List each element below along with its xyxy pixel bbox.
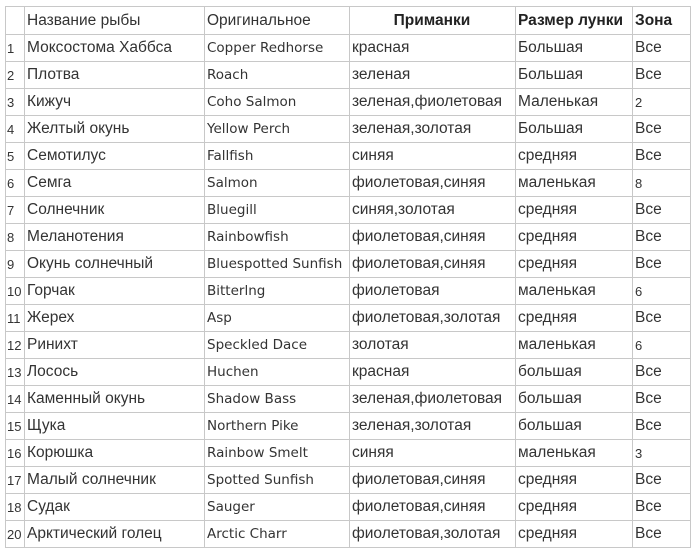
cell-original: Speckled Dace — [205, 332, 350, 359]
cell-zone: Все — [633, 494, 691, 521]
table-row — [6, 170, 691, 197]
table-row — [6, 305, 691, 332]
cell-bait: зеленая,золотая — [350, 116, 516, 143]
cell-bait: зеленая,золотая — [350, 413, 516, 440]
cell-original: Roach — [205, 62, 350, 89]
table-row — [6, 197, 691, 224]
cell-num: 18 — [6, 494, 25, 521]
cell-zone: Все — [633, 386, 691, 413]
cell-bait: зеленая,фиолетовая — [350, 386, 516, 413]
cell-hole-size: большая — [516, 386, 633, 413]
cell-bait: фиолетовая,синяя — [350, 467, 516, 494]
cell-bait: золотая — [350, 332, 516, 359]
cell-hole-size: маленькая — [516, 278, 633, 305]
cell-zone: Все — [633, 224, 691, 251]
cell-num: 7 — [6, 197, 25, 224]
cell-zone: 2 — [633, 89, 691, 116]
cell-zone: Все — [633, 521, 691, 548]
cell-name-ru: Малый солнечник — [25, 467, 205, 494]
cell-original: Northern Pike — [205, 413, 350, 440]
cell-original: Sauger — [205, 494, 350, 521]
cell-bait: фиолетовая,синяя — [350, 170, 516, 197]
cell-zone: Все — [633, 116, 691, 143]
cell-hole-size: большая — [516, 413, 633, 440]
table-row — [6, 521, 691, 548]
cell-name-ru: Семга — [25, 170, 205, 197]
cell-name-ru: Окунь солнечный — [25, 251, 205, 278]
cell-bait: синяя,золотая — [350, 197, 516, 224]
header-zone: Зона — [633, 7, 691, 35]
cell-hole-size: Большая — [516, 35, 633, 62]
cell-name-ru: Горчак — [25, 278, 205, 305]
cell-bait: фиолетовая,синяя — [350, 494, 516, 521]
cell-zone: Все — [633, 143, 691, 170]
header-name-ru: Название рыбы — [25, 7, 205, 35]
cell-num: 1 — [6, 35, 25, 62]
cell-original: Coho Salmon — [205, 89, 350, 116]
cell-zone: Все — [633, 305, 691, 332]
cell-name-ru: Лосось — [25, 359, 205, 386]
cell-original: Bluegill — [205, 197, 350, 224]
header-row — [6, 7, 691, 35]
cell-original: Shadow Bass — [205, 386, 350, 413]
cell-original: Bluespotted Sunfish — [205, 251, 350, 278]
cell-num: 4 — [6, 116, 25, 143]
cell-name-ru: Кижуч — [25, 89, 205, 116]
cell-name-ru: Ринихт — [25, 332, 205, 359]
cell-hole-size: средняя — [516, 197, 633, 224]
cell-zone: Все — [633, 359, 691, 386]
cell-num: 15 — [6, 413, 25, 440]
header-bait: Приманки — [350, 7, 516, 35]
cell-bait: красная — [350, 35, 516, 62]
cell-bait: фиолетовая — [350, 278, 516, 305]
cell-original: Rainbowfish — [205, 224, 350, 251]
header-original: Оригинальное — [205, 7, 350, 35]
table-row — [6, 143, 691, 170]
cell-hole-size: Маленькая — [516, 89, 633, 116]
cell-bait: зеленая,фиолетовая — [350, 89, 516, 116]
cell-name-ru: Каменный окунь — [25, 386, 205, 413]
cell-name-ru: Солнечник — [25, 197, 205, 224]
cell-hole-size: большая — [516, 359, 633, 386]
cell-bait: фиолетовая,синяя — [350, 251, 516, 278]
cell-num: 20 — [6, 521, 25, 548]
cell-name-ru: Судак — [25, 494, 205, 521]
cell-hole-size: средняя — [516, 467, 633, 494]
cell-num: 16 — [6, 440, 25, 467]
cell-hole-size: средняя — [516, 251, 633, 278]
cell-bait: зеленая — [350, 62, 516, 89]
table-row — [6, 251, 691, 278]
table-row — [6, 386, 691, 413]
table-row — [6, 332, 691, 359]
cell-num: 8 — [6, 224, 25, 251]
cell-hole-size: средняя — [516, 143, 633, 170]
cell-hole-size: средняя — [516, 224, 633, 251]
table-row — [6, 62, 691, 89]
cell-name-ru: Желтый окунь — [25, 116, 205, 143]
cell-original: Bitterlng — [205, 278, 350, 305]
cell-name-ru: Моксостома Хаббса — [25, 35, 205, 62]
cell-original: Copper Redhorse — [205, 35, 350, 62]
cell-original: Huchen — [205, 359, 350, 386]
table-row — [6, 35, 691, 62]
cell-name-ru: Щука — [25, 413, 205, 440]
cell-bait: фиолетовая,золотая — [350, 521, 516, 548]
cell-num: 14 — [6, 386, 25, 413]
cell-hole-size: средняя — [516, 521, 633, 548]
fish-table — [5, 6, 691, 548]
cell-bait: синяя — [350, 143, 516, 170]
cell-hole-size: средняя — [516, 494, 633, 521]
cell-zone: 6 — [633, 278, 691, 305]
cell-bait: синяя — [350, 440, 516, 467]
cell-original: Arctic Charr — [205, 521, 350, 548]
table-row — [6, 467, 691, 494]
cell-bait: фиолетовая,синяя — [350, 224, 516, 251]
table-row — [6, 494, 691, 521]
cell-original: Rainbow Smelt — [205, 440, 350, 467]
table-row — [6, 116, 691, 143]
cell-num: 2 — [6, 62, 25, 89]
table-row — [6, 413, 691, 440]
cell-name-ru: Меланотения — [25, 224, 205, 251]
cell-name-ru: Корюшка — [25, 440, 205, 467]
cell-name-ru: Плотва — [25, 62, 205, 89]
header-num — [6, 7, 25, 35]
cell-zone: Все — [633, 62, 691, 89]
cell-zone: Все — [633, 413, 691, 440]
table-row — [6, 359, 691, 386]
cell-hole-size: Большая — [516, 116, 633, 143]
table-row — [6, 224, 691, 251]
cell-num: 10 — [6, 278, 25, 305]
cell-hole-size: маленькая — [516, 440, 633, 467]
cell-num: 9 — [6, 251, 25, 278]
cell-num: 13 — [6, 359, 25, 386]
cell-zone: 8 — [633, 170, 691, 197]
cell-zone: Все — [633, 467, 691, 494]
cell-num: 11 — [6, 305, 25, 332]
cell-original: Spotted Sunfish — [205, 467, 350, 494]
cell-original: Salmon — [205, 170, 350, 197]
cell-zone: Все — [633, 35, 691, 62]
cell-original: Yellow Perch — [205, 116, 350, 143]
cell-hole-size: маленькая — [516, 170, 633, 197]
cell-bait: красная — [350, 359, 516, 386]
cell-original: Fallfish — [205, 143, 350, 170]
header-hole-size: Размер лунки — [516, 7, 633, 35]
cell-hole-size: Большая — [516, 62, 633, 89]
table-row — [6, 440, 691, 467]
cell-num: 6 — [6, 170, 25, 197]
cell-name-ru: Семотилус — [25, 143, 205, 170]
cell-zone: Все — [633, 251, 691, 278]
cell-zone: 6 — [633, 332, 691, 359]
cell-num: 5 — [6, 143, 25, 170]
cell-original: Asp — [205, 305, 350, 332]
cell-zone: Все — [633, 197, 691, 224]
cell-name-ru: Арктический голец — [25, 521, 205, 548]
cell-name-ru: Жерех — [25, 305, 205, 332]
cell-bait: фиолетовая,золотая — [350, 305, 516, 332]
table-row — [6, 89, 691, 116]
cell-hole-size: маленькая — [516, 332, 633, 359]
cell-num: 12 — [6, 332, 25, 359]
cell-hole-size: средняя — [516, 305, 633, 332]
table-row — [6, 278, 691, 305]
cell-num: 3 — [6, 89, 25, 116]
cell-zone: 3 — [633, 440, 691, 467]
cell-num: 17 — [6, 467, 25, 494]
